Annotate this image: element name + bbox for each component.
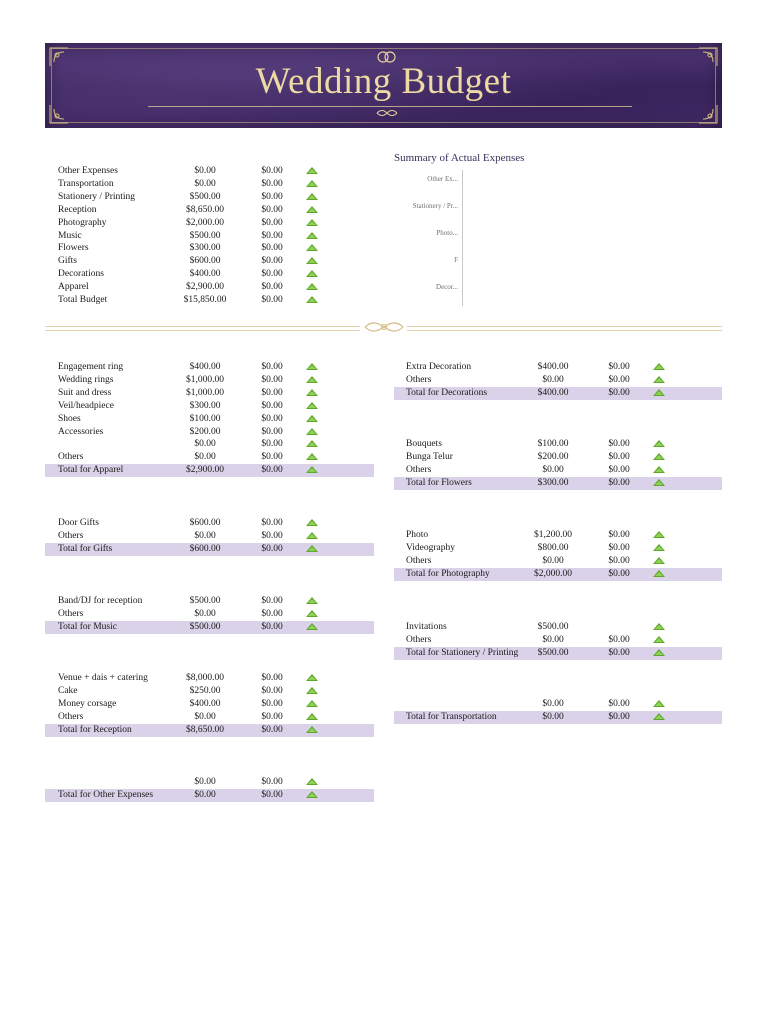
gifts-row [45,517,374,530]
row-label: Total for Music [58,621,117,632]
actual-value: $0.00 [261,439,283,450]
actual-value: $0.00 [608,699,630,709]
photography-row [394,555,722,568]
budget-value: $8,000.00 [186,673,224,683]
actual-value: $0.00 [261,282,283,293]
actual-value: $0.00 [608,568,630,579]
row-label: Total for Apparel [58,465,124,476]
green-up-arrow-icon [306,376,318,383]
budget-value: $8,650.00 [186,724,224,735]
actual-value: $0.00 [261,191,283,202]
summary-row [45,191,345,204]
green-up-arrow-icon [306,428,318,435]
apparel-row [45,426,374,439]
budget-value: $2,000.00 [186,217,224,228]
summary-row [45,242,345,255]
green-up-arrow-icon [306,363,318,370]
green-up-arrow-icon [306,597,318,604]
actual-value: $0.00 [261,426,283,437]
budget-value: $2,900.00 [186,282,224,293]
actual-value: $0.00 [261,530,283,541]
green-up-arrow-icon [306,244,318,251]
actual-value: $0.00 [261,596,283,606]
row-label: Music [58,230,82,241]
apparel-row [45,387,374,400]
flowers-row [394,438,722,451]
actual-value: $0.00 [261,166,283,176]
row-label: Cake [58,685,78,696]
green-up-arrow-icon [653,713,665,720]
green-up-arrow-icon [306,257,318,264]
actual-value: $0.00 [608,542,630,553]
budget-value: $0.00 [194,608,216,619]
budget-value: $600.00 [189,543,221,554]
green-up-arrow-icon [653,440,665,447]
budget-value: $200.00 [537,451,569,462]
row-label: Extra Decoration [406,362,472,372]
actual-value: $0.00 [261,217,283,228]
budget-value: $200.00 [189,426,221,437]
green-up-arrow-icon [306,674,318,681]
row-label: Others [406,634,432,645]
other-total-row [45,789,374,802]
green-up-arrow-icon [306,726,318,733]
budget-value: $400.00 [189,269,221,280]
budget-value: $0.00 [542,634,564,645]
actual-value: $0.00 [261,230,283,241]
budget-value: $1,200.00 [534,530,572,540]
summary-row [45,268,345,281]
green-up-arrow-icon [306,402,318,409]
row-label: Total for Photography [406,568,490,579]
budget-value: $0.00 [542,374,564,385]
green-up-arrow-icon [306,296,318,303]
budget-value: $500.00 [189,191,221,202]
budget-value: $2,900.00 [186,465,224,476]
row-label: Others [406,555,432,566]
row-label: Photo [406,530,429,540]
green-up-arrow-icon [653,700,665,707]
transportation-total-row [394,711,722,724]
section-divider [45,326,360,327]
actual-value: $0.00 [608,374,630,385]
row-label: Others [58,608,84,619]
row-label: Bouquets [406,439,442,449]
photography-row [394,542,722,555]
budget-value: $400.00 [189,362,221,372]
chart-category-label: Other Ex... [427,175,458,183]
music-total-row [45,621,374,634]
gifts-row [45,530,374,543]
actual-value: $0.00 [261,204,283,215]
stationery-row [394,634,722,647]
summary-row [45,294,345,307]
actual-value: $0.00 [261,685,283,696]
green-up-arrow-icon [653,649,665,656]
row-label: Other Expenses [58,166,118,176]
chart-category-label: F [454,256,458,264]
row-label: Transportation [58,178,114,189]
budget-value: $500.00 [537,622,569,632]
actual-value: $0.00 [608,464,630,475]
row-label: Accessories [58,426,104,437]
reception-row [45,672,374,685]
other-row [45,776,374,789]
row-label: Total for Gifts [58,543,113,554]
green-up-arrow-icon [306,180,318,187]
apparel-row [45,451,374,464]
green-up-arrow-icon [306,466,318,473]
budget-value: $500.00 [189,230,221,241]
row-label: Decorations [58,269,104,280]
budget-value: $8,650.00 [186,204,224,215]
row-label: Total for Reception [58,724,132,735]
green-up-arrow-icon [653,531,665,538]
actual-value: $0.00 [608,387,630,398]
green-up-arrow-icon [306,232,318,239]
row-label: Venue + dais + catering [58,673,148,683]
summary-row [45,281,345,294]
actual-value: $0.00 [261,295,283,305]
reception-row [45,711,374,724]
green-up-arrow-icon [653,636,665,643]
actual-value: $0.00 [608,634,630,645]
budget-value: $250.00 [189,685,221,696]
budget-value: $100.00 [537,439,569,449]
chart-category-label: Stationery / Pr... [412,202,458,210]
budget-value: $300.00 [189,243,221,254]
actual-value: $0.00 [261,518,283,528]
section-divider [45,330,360,331]
corner-ornament-icon [48,103,70,125]
decorations-row [394,361,722,374]
summary-row [45,178,345,191]
row-label: Veil/headpiece [58,400,114,411]
green-up-arrow-icon [653,570,665,577]
green-up-arrow-icon [653,389,665,396]
music-row [45,595,374,608]
stationery-total-row [394,647,722,660]
summary-row [45,255,345,268]
green-up-arrow-icon [653,479,665,486]
banner-rule [148,106,632,107]
row-label: Money corsage [58,698,117,709]
green-up-arrow-icon [653,376,665,383]
row-label: Reception [58,204,97,215]
chart-category-label: Photo... [436,229,458,237]
green-up-arrow-icon [306,778,318,785]
actual-value: $0.00 [261,621,283,632]
green-up-arrow-icon [653,466,665,473]
actual-value: $0.00 [608,451,630,462]
reception-row [45,698,374,711]
actual-value: $0.00 [261,465,283,476]
chart-category-label: Decor... [436,283,458,291]
budget-value: $500.00 [189,596,221,606]
actual-value: $0.00 [261,452,283,463]
row-label: Others [58,711,84,722]
green-up-arrow-icon [306,713,318,720]
actual-value: $0.00 [261,543,283,554]
row-label: Total for Other Expenses [58,789,154,800]
row-label: Band/DJ for reception [58,596,143,606]
budget-value: $600.00 [189,256,221,267]
row-label: Others [58,530,84,541]
budget-value: $400.00 [537,362,569,372]
budget-value: $0.00 [542,699,564,709]
row-label: Others [406,464,432,475]
chart-axis [462,170,463,306]
title-banner [45,43,722,128]
green-up-arrow-icon [653,544,665,551]
row-label: Suit and dress [58,387,112,398]
budget-value: $0.00 [542,555,564,566]
green-up-arrow-icon [306,389,318,396]
budget-value: $0.00 [194,789,216,800]
green-up-arrow-icon [306,700,318,707]
row-label: Total for Stationery / Printing [406,647,519,658]
actual-value: $0.00 [608,362,630,372]
budget-value: $0.00 [194,439,216,450]
row-label: Apparel [58,282,89,293]
green-up-arrow-icon [306,167,318,174]
row-label: Total for Transportation [406,711,497,722]
row-label: Total for Flowers [406,477,472,488]
green-up-arrow-icon [306,219,318,226]
green-up-arrow-icon [306,283,318,290]
budget-value: $400.00 [537,387,569,398]
budget-value: $300.00 [537,477,569,488]
actual-value: $0.00 [261,400,283,411]
budget-value: $0.00 [194,711,216,722]
row-label: Videography [406,542,456,553]
green-up-arrow-icon [653,363,665,370]
green-up-arrow-icon [306,545,318,552]
actual-value: $0.00 [261,777,283,787]
flowers-row [394,464,722,477]
actual-value: $0.00 [261,256,283,267]
reception-row [45,685,374,698]
budget-value: $2,000.00 [534,568,572,579]
budget-value: $100.00 [189,413,221,424]
green-up-arrow-icon [306,193,318,200]
apparel-total-row [45,464,374,477]
row-label: Others [406,374,432,385]
budget-value: $0.00 [194,166,216,176]
actual-value: $0.00 [608,439,630,449]
budget-value: $0.00 [194,178,216,189]
green-up-arrow-icon [306,623,318,630]
budget-value: $0.00 [542,464,564,475]
row-label: Stationery / Printing [58,191,136,202]
green-up-arrow-icon [306,440,318,447]
stationery-row [394,621,722,634]
budget-value: $400.00 [189,698,221,709]
transportation-row [394,698,722,711]
actual-value: $0.00 [261,608,283,619]
chart-title: Summary of Actual Expenses [394,152,525,164]
budget-value: $500.00 [189,621,221,632]
row-label: Gifts [58,256,77,267]
green-up-arrow-icon [653,557,665,564]
actual-value: $0.00 [261,374,283,385]
section-divider [407,330,722,331]
flowers-total-row [394,477,722,490]
green-up-arrow-icon [653,453,665,460]
reception-total-row [45,724,374,737]
actual-value: $0.00 [608,555,630,566]
actual-value: $0.00 [261,269,283,280]
row-label: Total Budget [58,295,108,305]
actual-value: $0.00 [261,362,283,372]
row-label: Invitations [406,622,447,632]
row-label: Engagement ring [58,362,124,372]
section-divider [407,326,722,327]
summary-row [45,230,345,243]
music-row [45,608,374,621]
actual-value: $0.00 [608,711,630,722]
actual-value: $0.00 [261,698,283,709]
summary-row [45,204,345,217]
green-up-arrow-icon [306,791,318,798]
budget-value: $800.00 [537,542,569,553]
budget-value: $0.00 [542,711,564,722]
actual-value: $0.00 [261,711,283,722]
corner-ornament-icon [697,103,719,125]
row-label: Flowers [58,243,89,254]
green-up-arrow-icon [306,415,318,422]
actual-value: $0.00 [261,724,283,735]
apparel-row [45,413,374,426]
row-label: Wedding rings [58,374,114,385]
actual-value: $0.00 [261,789,283,800]
row-label: Door Gifts [58,518,99,528]
green-up-arrow-icon [306,206,318,213]
summary-row [45,217,345,230]
green-up-arrow-icon [306,532,318,539]
divider-flourish-icon [363,317,405,337]
apparel-row [45,374,374,387]
green-up-arrow-icon [306,519,318,526]
green-up-arrow-icon [306,610,318,617]
row-label: Total for Decorations [406,387,488,398]
gifts-total-row [45,543,374,556]
actual-value: $0.00 [608,477,630,488]
apparel-row [45,361,374,374]
actual-value: $0.00 [261,413,283,424]
actual-value: $0.00 [261,243,283,254]
photography-total-row [394,568,722,581]
actual-value: $0.00 [261,673,283,683]
budget-value: $500.00 [537,647,569,658]
row-label: Shoes [58,413,81,424]
decorations-total-row [394,387,722,400]
actual-value: $0.00 [608,647,630,658]
apparel-row [45,400,374,413]
actual-value: $0.00 [608,530,630,540]
actual-value: $0.00 [261,178,283,189]
page-title: Wedding Budget [255,61,512,102]
budget-value: $0.00 [194,530,216,541]
flowers-row [394,451,722,464]
apparel-row [45,438,374,451]
decorations-row [394,374,722,387]
green-up-arrow-icon [306,270,318,277]
row-label: Bunga Telur [406,451,453,462]
budget-value: $0.00 [194,452,216,463]
budget-value: $1,000.00 [186,387,224,398]
row-label: Photography [58,217,107,228]
summary-row [45,165,345,178]
photography-row [394,529,722,542]
budget-value: $0.00 [194,777,216,787]
row-label: Others [58,452,84,463]
budget-value: $300.00 [189,400,221,411]
green-up-arrow-icon [653,623,665,630]
budget-value: $1,000.00 [186,374,224,385]
budget-value: $600.00 [189,518,221,528]
green-up-arrow-icon [306,453,318,460]
budget-value: $15,850.00 [183,295,227,305]
actual-value: $0.00 [261,387,283,398]
green-up-arrow-icon [306,687,318,694]
flourish-icon [376,108,398,118]
